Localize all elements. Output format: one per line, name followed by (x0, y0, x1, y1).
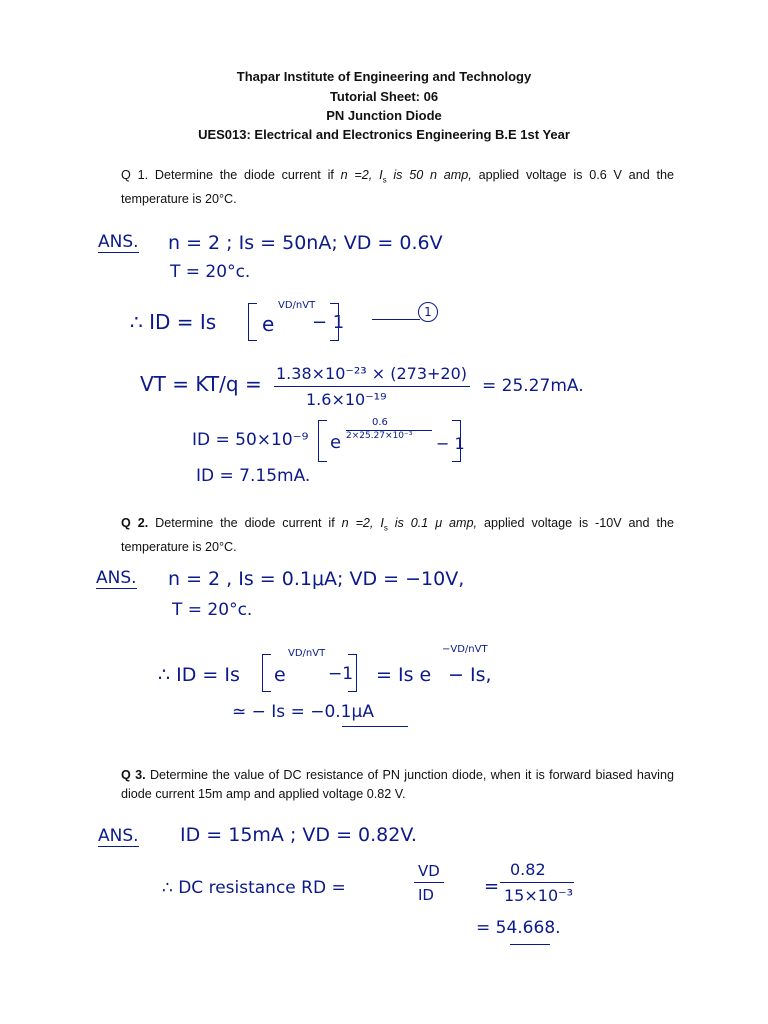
q1-eq1-leader (372, 319, 420, 320)
q3-eq-left: ∴ DC resistance RD = (162, 878, 346, 898)
q3-label: Q 3. (121, 768, 146, 782)
q1-eq1-tail: − 1 (312, 312, 345, 333)
q2-approx: ≃ − Is = −0.1μA (232, 702, 374, 722)
topic-title: PN Junction Diode (326, 108, 442, 123)
q2-ans-label: ANS. (96, 568, 137, 588)
sheet-title: Tutorial Sheet: 06 (329, 89, 439, 104)
q1-given-1: n = 2 ; Is = 50nA; VD = 0.6V (168, 232, 443, 254)
q1-id-calc-e: e (330, 432, 342, 453)
q1-label: Q 1. (121, 168, 149, 182)
q3-text: Determine the value of DC resistance of PN junction diode, when it is forward biased having diode current 15m amp and applied voltage 0.82 V. (121, 768, 674, 801)
q2-given-2: T = 20°c. (172, 600, 253, 620)
q2-eq-right: = Is e (376, 664, 432, 686)
q2-result-underline (342, 726, 408, 727)
q2-label: Q 2. (121, 516, 149, 530)
q3-equals: = (484, 876, 500, 897)
q1-n-part: n =2, I (340, 168, 383, 182)
q1-vt-fraction-bar (274, 386, 470, 387)
q1-vt-den: 1.6×10⁻¹⁹ (306, 390, 387, 409)
q3-frac-num: VD (418, 862, 440, 880)
q2-given-1: n = 2 , Is = 0.1μA; VD = −10V, (168, 568, 465, 590)
q2-eq-bracket-right (348, 654, 357, 692)
q3-val-den: 15×10⁻³ (504, 886, 573, 905)
q2-eq-bracket-left (262, 654, 271, 692)
q1-eq1-e: e (262, 312, 275, 336)
q2-is-part: is 0.1 μ amp, (387, 516, 478, 530)
q1-is-part: is 50 n amp, (386, 168, 472, 182)
q1-text-a: Determine the diode current if (154, 168, 341, 182)
q1-vt-num: 1.38×10⁻²³ × (273+20) (276, 364, 468, 383)
q3-given: ID = 15mA ; VD = 0.82V. (180, 824, 417, 846)
q2-eq-right-tail: − Is, (448, 664, 492, 686)
q1-vt-result: = 25.27mA. (482, 376, 584, 396)
q3-frac-bar (414, 882, 444, 883)
q3-val-num: 0.82 (510, 860, 546, 879)
q2-text-a: Determine the diode current if (148, 516, 342, 530)
institute-title: Thapar Institute of Engineering and Technology (236, 69, 532, 84)
q1-id-calc-exp-den: 2×25.27×10⁻³ (346, 431, 413, 441)
q1-sub: s (382, 175, 387, 185)
q1-eq1-left: ∴ ID = Is (130, 310, 217, 334)
q3-val-bar (500, 882, 574, 883)
q1-eq1-exp: VD/nVT (278, 300, 316, 311)
q2-eq-left: ∴ ID = Is (158, 664, 240, 686)
question-2 (121, 514, 674, 557)
question-3 (121, 766, 674, 804)
q3-frac-den: ID (418, 886, 434, 904)
q1-text-b: applied voltage is 0.6 V and the temperature is 20°C. (121, 168, 674, 206)
q1-vt-left: VT = KT/q = (140, 372, 262, 396)
q2-n-part: n =2, I (341, 516, 384, 530)
q2-sub: s (383, 523, 388, 533)
q2-eq-right-exp: −VD/nVT (442, 644, 488, 655)
q3-result: = 54.668. (476, 918, 561, 938)
q1-eq1-bracket-left (248, 303, 257, 341)
course-title: UES013: Electrical and Electronics Engineering B.E 1st Year (198, 127, 570, 142)
q1-id-calc-bracket-left (318, 420, 327, 462)
q1-given-2: T = 20°c. (170, 262, 251, 282)
q3-result-underline (510, 944, 550, 945)
q1-id-calc-bracket-right (452, 420, 461, 462)
q1-eq1-mark: 1 (418, 302, 438, 322)
q1-id-result: ID = 7.15mA. (196, 466, 311, 486)
q1-id-calc-exp-num: 0.6 (372, 417, 388, 428)
q2-text-b: applied voltage is -10V and the temperature is 20°C. (121, 516, 674, 554)
q2-eq-exp: VD/nVT (288, 648, 326, 659)
question-1 (121, 166, 674, 209)
q2-eq-e: e (274, 664, 286, 686)
q1-id-calc-left: ID = 50×10⁻⁹ (192, 430, 309, 450)
q2-eq-mid: −1 (328, 664, 354, 684)
q1-ans-label: ANS. (98, 232, 139, 252)
q1-eq1-bracket-right (330, 303, 339, 341)
q3-ans-label: ANS. (98, 826, 139, 846)
q1-id-calc-tail: − 1 (436, 434, 465, 453)
